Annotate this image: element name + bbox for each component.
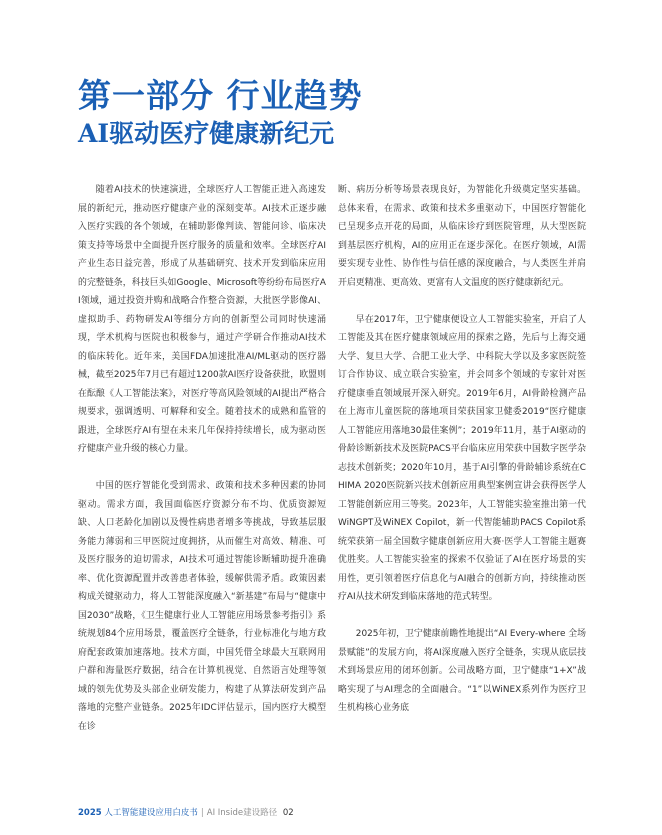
paragraph: 中国的医疗智能化受到需求、政策和技术多种因素的协同驱动。需求方面，我国面临医疗资源分布不均、优质资源短缺、人口老龄化加剧以及慢性病患者增多等挑战，导致基层服务能力薄弱和三甲医院过度拥挤，从而催生对高效、精准、可及医疗服务的迫切需求，AI技术可通过智能诊断辅助提升准确率、优化资源配置并改善患者体验，缓解供需矛盾。政策因素构成关键驱动力，将人工智能深度融入“新基建”布局与“健康中国2030”战略，《卫生健康行业人工智能应用场景参考指引》系统规划84个应用场景，覆盖医疗全链条，行业标准化与地方政府配套政策加速落地。技术方面，中国凭借全球最大互联网用户群和海量医疗数据，结合在计算机视觉、自然语言处理等领域的领先优势及头部企业研发能力，构建了从算法研发到产品落地的完整产业链条。2025年IDC评估显示，国内医疗大模型在诊 xyxy=(78,481,326,732)
right-text-column xyxy=(338,181,586,736)
paragraph: 断、病历分析等场景表现良好，为智能化升级奠定坚实基础。总体来看，在需求、政策和技术多重驱动下，中国医疗智能化已呈现多点开花的局面，从临床诊疗到医院管理，从大型医院到基层医疗机构，AI的应用正在逐步深化。在医疗领域，AI需要实现专业性、协作性与信任感的深度融合，与人类医生并肩开启更精准、更高效、更富有人文温度的医疗健康新纪元。 xyxy=(338,185,586,288)
page-heading xyxy=(78,76,598,150)
footer-section: AI Inside建设路径 xyxy=(206,808,278,818)
page-subtitle: AI驱动医疗健康新纪元 xyxy=(78,119,335,148)
page-title: 第一部分 行业趋势 xyxy=(78,76,363,115)
paragraph: 2025年初，卫宁健康前瞻性地提出“AI Every-where 全场景赋能”的发展方向，将AI深度融入医疗全链条，实现从底层技术到场景应用的闭环创新。公司战略方面，卫宁健康“1+X”战略实现了与AI理念的全面融合。“1”以WiNEX系列作为医疗卫生机构核心业务底 xyxy=(338,629,586,713)
paragraph: 早在2017年，卫宁健康便设立人工智能实验室，开启了人工智能及其在医疗健康领域应用的探索之路，先后与上海交通大学、复旦大学、合肥工业大学、中科院大学以及多家医院签订合作协议、成立联合实验室，并会同多个领域的专家针对医疗健康垂直领域展开深入研究。2019年6月，AI骨龄检测产品在上海市儿童医院的落地项目荣获国家卫健委2019“医疗健康人工智能应用落地30最佳案例”；2019年11月，基于AI驱动的骨龄诊断新技术及医院PACS平台临床应用荣获中国数字医学杂志技术创新奖；2020年10月，基于AI引擎的骨龄辅诊系统在CHIMA 2020医院新兴技术创新应用典型案例宣讲会获得医学人工智能创新应用三等奖。2023年，人工智能实验室推出第一代WiNGPT及WiNEX Copilot，新一代智能辅助PACS Copilot系统荣获第一届全国数字健康创新应用大赛·医学人工智能主题赛优胜奖。人工智能实验室的探索不仅验证了AI在医疗场景的实用性，更引领着医疗信息化与AI融合的创新方向，持续推动医疗AI从技术研发到临床落地的范式转型。 xyxy=(338,314,586,602)
footer-separator: | xyxy=(200,808,204,818)
paragraph: 随着AI技术的快速演进，全球医疗人工智能正进入高速发展的新纪元，推动医疗健康产业的深刻变革。AI技术正逐步融入医疗实践的各个领域，在辅助影像判读、智能问诊、临床决策支持等场景中全面提升医疗服务的质量和效率。全球医疗AI产业生态日益完善，形成了从基础研究、技术开发到临床应用的完整链条，科技巨头如Google、Microsoft等纷纷布局医疗AI领域，通过投资并购和战略合作整合资源，大批医学影像AI、虚拟助手、药物研发AI等细分方向的创新型公司同时快速涌现，学术机构与医院也积极参与，通过产学研合作推动AI技术的临床转化。近年来，美国FDA加速批准AI/ML驱动的医疗器械，截至2025年7月已有超过1200款AI医疗设备获批，欧盟则在酝酿《人工智能法案》，对医疗等高风险领域的AI提出严格合规要求，强调透明、可解释和安全。随着技术的成熟和监管的跟进，全球医疗AI有望在未来几年保持持续增长，成为驱动医疗健康产业升级的核心力量。 xyxy=(78,185,326,454)
footer-book-title: 人工智能建设应用白皮书 xyxy=(104,808,198,818)
page-footer xyxy=(78,807,294,819)
left-text-column xyxy=(78,181,326,755)
page-number: 02 xyxy=(282,808,294,818)
footer-year: 2025 xyxy=(78,808,102,818)
